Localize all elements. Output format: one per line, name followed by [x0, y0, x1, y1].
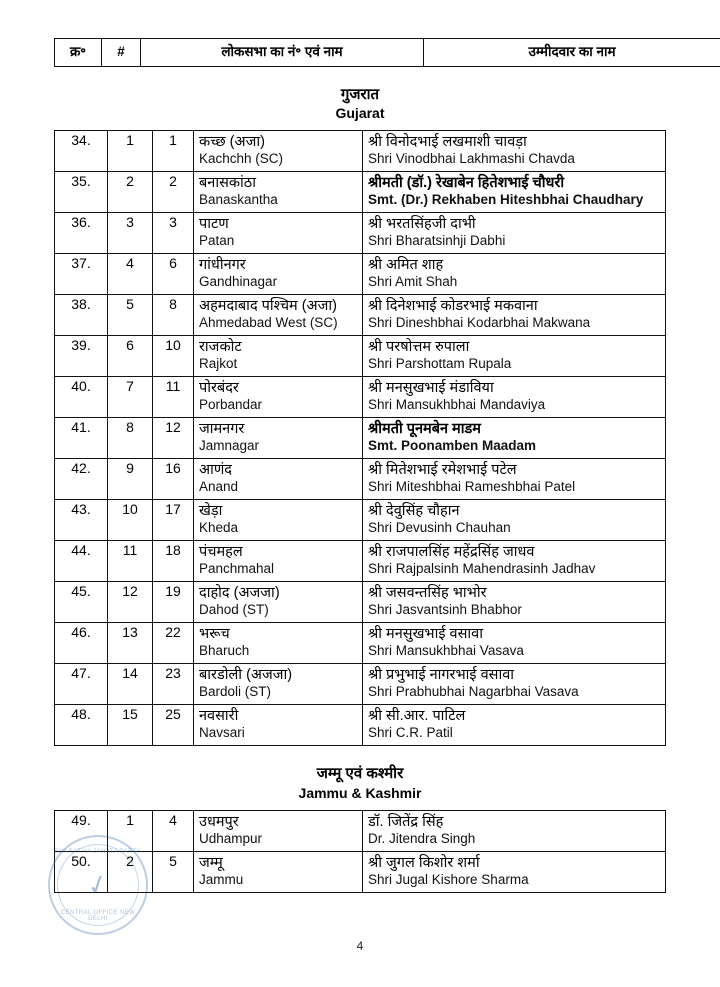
- constituency-english: Gandhinagar: [199, 274, 278, 290]
- constituency-hindi: गांधीनगर: [199, 257, 246, 274]
- table-row: [55, 500, 666, 541]
- state-heading-jammu-kashmir: [54, 764, 666, 802]
- cell-hash: 1: [108, 810, 153, 851]
- cell-hash: 3: [108, 213, 153, 254]
- candidate-english: Shri Mansukhbhai Mandaviya: [368, 397, 546, 413]
- cell-hash: 14: [108, 664, 153, 705]
- cell-pc-number: 10: [153, 336, 194, 377]
- state-heading-gujarat: [54, 85, 666, 123]
- constituency-hindi: पोरबंदर: [199, 380, 239, 397]
- cell-pc-number: 5: [153, 851, 194, 892]
- cell-pc-number: 1: [153, 131, 194, 172]
- column-headers: [55, 39, 720, 67]
- candidate-english: Shri Amit Shah: [368, 274, 458, 290]
- candidate-hindi: श्रीमती (डॉ.) रेखाबेन हितेशभाई चौधरी: [368, 175, 565, 192]
- candidate-english: Shri Miteshbhai Rameshbhai Patel: [368, 479, 576, 495]
- cell-serial: 45.: [55, 582, 108, 623]
- constituency-english: Rajkot: [199, 356, 238, 372]
- cell-constituency: [194, 664, 363, 705]
- candidate-english: Shri Jasvantsinh Bhabhor: [368, 602, 522, 618]
- cell-serial: 41.: [55, 418, 108, 459]
- cell-pc-number: 8: [153, 295, 194, 336]
- constituency-english: Navsari: [199, 725, 245, 741]
- candidate-english: Smt. Poonamben Maadam: [368, 438, 537, 454]
- state-name-hindi: जम्मू एवं कश्मीर: [316, 765, 404, 783]
- candidate-english: Shri Jugal Kishore Sharma: [368, 872, 529, 888]
- candidates-table-jammu-kashmir: [54, 810, 666, 893]
- cell-serial: 46.: [55, 623, 108, 664]
- constituency-hindi: आणंद: [199, 462, 233, 479]
- cell-constituency: [194, 295, 363, 336]
- header-candidate: उम्मीदवार का नाम: [424, 39, 720, 67]
- cell-candidate: [363, 336, 666, 377]
- cell-candidate: [363, 172, 666, 213]
- state-name-hindi: गुजरात: [340, 85, 380, 103]
- table-row: [55, 623, 666, 664]
- candidate-hindi: श्रीमती पूनमबेन माडम: [368, 421, 481, 438]
- state-name-english: Gujarat: [335, 105, 385, 122]
- constituency-english: Patan: [199, 233, 235, 249]
- table-row: [55, 459, 666, 500]
- cell-pc-number: 17: [153, 500, 194, 541]
- cell-constituency: [194, 623, 363, 664]
- candidate-hindi: श्री मनसुखभाई वसावा: [368, 626, 483, 643]
- table-row: [55, 418, 666, 459]
- header-hash: #: [102, 39, 141, 67]
- constituency-english: Anand: [199, 479, 239, 495]
- cell-constituency: [194, 172, 363, 213]
- candidate-hindi: श्री सी.आर. पाटिल: [368, 708, 466, 725]
- table-row: [55, 705, 666, 746]
- candidate-hindi: श्री विनोदभाई लखमाशी चावड़ा: [368, 134, 527, 151]
- cell-hash: 15: [108, 705, 153, 746]
- cell-hash: 2: [108, 851, 153, 892]
- cell-hash: 11: [108, 541, 153, 582]
- cell-serial: 36.: [55, 213, 108, 254]
- candidate-hindi: श्री मनसुखभाई मंडाविया: [368, 380, 494, 397]
- constituency-english: Bardoli (ST): [199, 684, 272, 700]
- cell-candidate: [363, 254, 666, 295]
- header-constituency: लोकसभा का नं॰ एवं नाम: [141, 39, 424, 67]
- table-row: [55, 254, 666, 295]
- candidate-hindi: श्री प्रभुभाई नागरभाई वसावा: [368, 667, 515, 684]
- cell-pc-number: 4: [153, 810, 194, 851]
- constituency-hindi: खेड़ा: [199, 503, 223, 520]
- table-row: [55, 541, 666, 582]
- cell-candidate: [363, 213, 666, 254]
- state-name-english: Jammu & Kashmir: [298, 784, 422, 801]
- cell-constituency: [194, 131, 363, 172]
- table-row: [55, 664, 666, 705]
- candidate-english: Shri Prabhubhai Nagarbhai Vasava: [368, 684, 579, 700]
- cell-hash: 2: [108, 172, 153, 213]
- cell-candidate: [363, 500, 666, 541]
- cell-hash: 8: [108, 418, 153, 459]
- constituency-hindi: पाटण: [199, 216, 229, 233]
- constituency-english: Porbandar: [199, 397, 263, 413]
- cell-pc-number: 16: [153, 459, 194, 500]
- candidate-english: Shri Devusinh Chauhan: [368, 520, 511, 536]
- cell-serial: 40.: [55, 377, 108, 418]
- constituency-hindi: उधमपुर: [199, 813, 239, 830]
- table-header-row: [54, 38, 720, 67]
- constituency-english: Banaskantha: [199, 192, 278, 208]
- cell-hash: 5: [108, 295, 153, 336]
- constituency-hindi: राजकोट: [199, 339, 242, 356]
- candidate-hindi: श्री दिनेशभाई कोडरभाई मकवाना: [368, 298, 538, 315]
- constituency-hindi: जम्मू: [199, 854, 223, 871]
- cell-hash: 9: [108, 459, 153, 500]
- candidate-hindi: श्री मितेशभाई रमेशभाई पटेल: [368, 462, 517, 479]
- constituency-hindi: जामनगर: [199, 421, 245, 438]
- cell-candidate: [363, 851, 666, 892]
- constituency-english: Ahmedabad West (SC): [199, 315, 338, 331]
- table-row: [55, 131, 666, 172]
- candidates-table-gujarat: [54, 130, 666, 746]
- cell-pc-number: 19: [153, 582, 194, 623]
- constituency-hindi: दाहोद (अजजा): [199, 585, 280, 602]
- cell-constituency: [194, 500, 363, 541]
- candidate-hindi: श्री जुगल किशोर शर्मा: [368, 854, 480, 871]
- candidate-english: Smt. (Dr.) Rekhaben Hiteshbhai Chaudhary: [368, 192, 644, 208]
- table-row: [55, 377, 666, 418]
- page-number: 4: [356, 939, 364, 953]
- cell-serial: 43.: [55, 500, 108, 541]
- candidate-english: Shri Dineshbhai Kodarbhai Makwana: [368, 315, 591, 331]
- cell-constituency: [194, 336, 363, 377]
- header-serial: क्र॰: [55, 39, 102, 67]
- cell-pc-number: 18: [153, 541, 194, 582]
- candidate-english: Shri Parshottam Rupala: [368, 356, 512, 372]
- cell-constituency: [194, 582, 363, 623]
- cell-pc-number: 22: [153, 623, 194, 664]
- table-row: [55, 336, 666, 377]
- cell-candidate: [363, 131, 666, 172]
- cell-pc-number: 6: [153, 254, 194, 295]
- cell-constituency: [194, 254, 363, 295]
- constituency-english: Jamnagar: [199, 438, 260, 454]
- cell-serial: 42.: [55, 459, 108, 500]
- candidate-hindi: श्री परषोत्तम रुपाला: [368, 339, 470, 356]
- cell-candidate: [363, 541, 666, 582]
- cell-constituency: [194, 541, 363, 582]
- cell-pc-number: 23: [153, 664, 194, 705]
- cell-serial: 49.: [55, 810, 108, 851]
- cell-constituency: [194, 851, 363, 892]
- cell-hash: 12: [108, 582, 153, 623]
- seal-bottom-text: CENTRAL OFFICE NEW DELHI: [60, 910, 136, 922]
- constituency-english: Kheda: [199, 520, 239, 536]
- table-row: [55, 295, 666, 336]
- constituency-english: Bharuch: [199, 643, 250, 659]
- cell-candidate: [363, 810, 666, 851]
- table-row: [55, 582, 666, 623]
- constituency-hindi: बनासकांठा: [199, 175, 256, 192]
- cell-pc-number: 2: [153, 172, 194, 213]
- cell-constituency: [194, 705, 363, 746]
- candidate-english: Shri Vinodbhai Lakhmashi Chavda: [368, 151, 575, 167]
- cell-hash: 7: [108, 377, 153, 418]
- cell-candidate: [363, 377, 666, 418]
- constituency-hindi: कच्छ (अजा): [199, 134, 265, 151]
- cell-serial: 35.: [55, 172, 108, 213]
- constituency-english: Jammu: [199, 872, 244, 888]
- cell-serial: 50.: [55, 851, 108, 892]
- cell-candidate: [363, 295, 666, 336]
- candidate-english: Shri C.R. Patil: [368, 725, 453, 741]
- candidate-english: Dr. Jitendra Singh: [368, 831, 476, 847]
- candidate-english: Shri Rajpalsinh Mahendrasinh Jadhav: [368, 561, 596, 577]
- cell-serial: 38.: [55, 295, 108, 336]
- cell-serial: 47.: [55, 664, 108, 705]
- constituency-hindi: अहमदाबाद पश्चिम (अजा): [199, 298, 337, 315]
- cell-hash: 6: [108, 336, 153, 377]
- cell-constituency: [194, 213, 363, 254]
- constituency-english: Panchmahal: [199, 561, 275, 577]
- candidate-english: Shri Mansukhbhai Vasava: [368, 643, 524, 659]
- cell-candidate: [363, 582, 666, 623]
- constituency-english: Udhampur: [199, 831, 263, 847]
- cell-constituency: [194, 418, 363, 459]
- cell-hash: 10: [108, 500, 153, 541]
- seal-mark-icon: ✓: [82, 866, 113, 903]
- constituency-hindi: नवसारी: [199, 708, 239, 725]
- seal-top-text: BHARATIYA JANATA PARTY: [54, 849, 142, 855]
- candidate-hindi: श्री भरतसिंहजी दाभी: [368, 216, 476, 233]
- constituency-english: Kachchh (SC): [199, 151, 284, 167]
- cell-pc-number: 11: [153, 377, 194, 418]
- candidate-hindi: श्री जसवन्तसिंह भाभोर: [368, 585, 487, 602]
- table-row: [55, 851, 666, 892]
- table-row: [55, 213, 666, 254]
- cell-pc-number: 25: [153, 705, 194, 746]
- table-row: [55, 810, 666, 851]
- constituency-hindi: भरूच: [199, 626, 230, 643]
- cell-serial: 48.: [55, 705, 108, 746]
- candidate-hindi: श्री राजपालसिंह महेंद्रसिंह जाधव: [368, 544, 535, 561]
- cell-serial: 34.: [55, 131, 108, 172]
- cell-serial: 39.: [55, 336, 108, 377]
- cell-serial: 37.: [55, 254, 108, 295]
- candidate-hindi: श्री अमित शाह: [368, 257, 444, 274]
- constituency-english: Dahod (ST): [199, 602, 269, 618]
- candidate-hindi: डॉ. जितेंद्र सिंह: [368, 813, 444, 830]
- cell-serial: 44.: [55, 541, 108, 582]
- cell-pc-number: 12: [153, 418, 194, 459]
- cell-pc-number: 3: [153, 213, 194, 254]
- cell-constituency: [194, 459, 363, 500]
- cell-candidate: [363, 664, 666, 705]
- cell-constituency: [194, 810, 363, 851]
- cell-hash: 4: [108, 254, 153, 295]
- constituency-hindi: बारडोली (अजजा): [199, 667, 293, 684]
- constituency-hindi: पंचमहल: [199, 544, 243, 561]
- candidate-english: Shri Bharatsinhji Dabhi: [368, 233, 506, 249]
- candidate-hindi: श्री देवुसिंह चौहान: [368, 503, 460, 520]
- cell-constituency: [194, 377, 363, 418]
- table-row: [55, 172, 666, 213]
- cell-candidate: [363, 623, 666, 664]
- cell-candidate: [363, 705, 666, 746]
- cell-candidate: [363, 418, 666, 459]
- cell-candidate: [363, 459, 666, 500]
- cell-hash: 13: [108, 623, 153, 664]
- cell-hash: 1: [108, 131, 153, 172]
